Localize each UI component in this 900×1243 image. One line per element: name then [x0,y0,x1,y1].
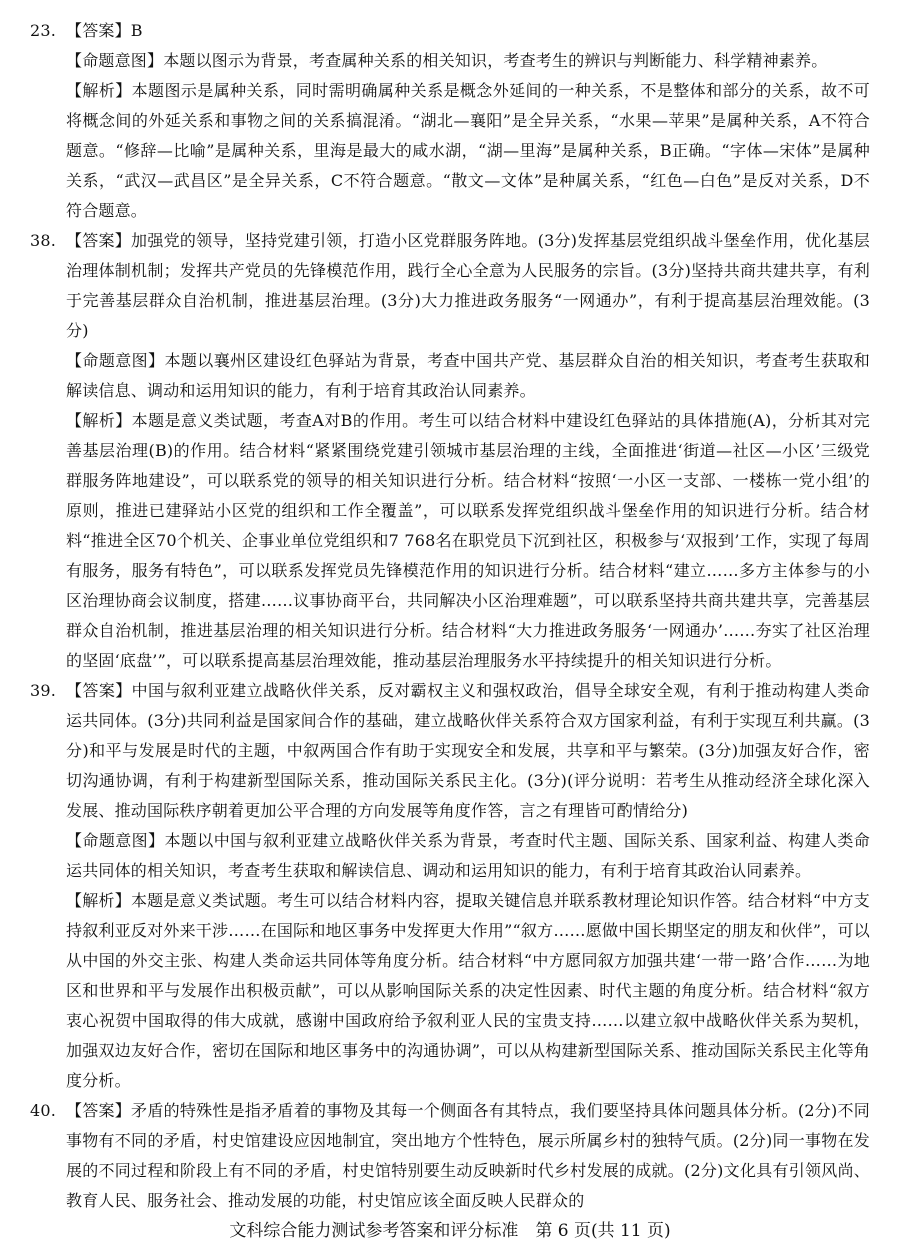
q39-answer-row [30,676,870,826]
q40-answer-row [30,1096,870,1216]
q39-block [30,676,870,1096]
q38-number: 38. [30,231,57,250]
q38-answer-row [30,226,870,346]
q39-analysis: 【解析】本题是意义类试题。考生可以结合材料内容，提取关键信息并联系教材理论知识作答。结合材料“中方支持叙利亚反对外来干涉……在国际和地区事务中发挥更大作用”“叙方……愿做中国长期坚定的朋友和伙伴”，可以从中国的外交主张、构建人类命运共同体等角度分析。结合材料“中方愿同叙方加强共建‘一带一路’合作……为地区和世界和平与发展作出积极贡献”，可以从影响国际关系的决定性因素、时代主题的角度分析。结合材料“叙方衷心祝贺中国取得的伟大成就，感谢中国政府给予叙利亚人民的宝贵支持……以建立叙中战略伙伴关系为契机，加强双边友好合作，密切在国际和地区事务中的沟通协调”，可以从构建新型国际关系、推动国际关系民主化等角度分析。 [66,891,870,1090]
q40-block [30,1096,870,1216]
q38-analysis: 【解析】本题是意义类试题，考查A对B的作用。考生可以结合材料中建设红色驿站的具体措施(A)，分析其对完善基层治理(B)的作用。结合材料“紧紧围绕党建引领城市基层治理的主线，全面推进‘街道—社区—小区’三级党群服务阵地建设”，可以联系党的领导的相关知识进行分析。结合材料“按照‘一小区一支部、一楼栋一党小组’的原则，推进已建驿站小区党的组织和工作全覆盖”，可以联系发挥党组织战斗堡垒作用的知识进行分析。结合材料“推进全区70个机关、企事业单位党组织和7 768名在职党员下沉到社区，积极参与‘双报到’工作，实现了每周有服务，服务有特色”，可以联系发挥党员先锋模范作用的知识进行分析。结合材料“建立……多方主体参与的小区治理协商会议制度，搭建……议事协商平台，共同解决小区治理难题”，可以联系坚持共商共建共享，完善基层群众自治机制，推进基层治理的相关知识进行分析。结合材料“大力推进政务服务‘一网通办’……夯实了社区治理的坚固‘底盘’”，可以联系提高基层治理效能，推动基层治理服务水平持续提升的相关知识进行分析。 [66,411,870,670]
q40-answer: 【答案】矛盾的特殊性是指矛盾着的事物及其每一个侧面各有其特点，我们要坚持具体问题具体分析。(2分)不同事物有不同的矛盾，村史馆建设应因地制宜，突出地方个性特色，展示所属乡村的独特气质。(2分)同一事物在发展的不同过程和阶段上有不同的矛盾，村史馆特别要生动反映新时代乡村发展的成就。(2分)文化具有引领风尚、教育人民、服务社会、推动发展的功能，村史馆应该全面反映人民群众的 [66,1101,870,1210]
q23-intent: 【命题意图】本题以图示为背景，考查属种关系的相关知识，考查考生的辨识与判断能力、科学精神素养。 [66,51,828,70]
q23-block [30,16,870,226]
q38-block [30,226,870,676]
q38-intent: 【命题意图】本题以襄州区建设红色驿站为背景，考查中国共产党、基层群众自治的相关知识，考查考生获取和解读信息、调动和运用知识的能力，有利于培育其政治认同素养。 [66,351,870,400]
q39-number: 39. [30,681,57,700]
q39-intent: 【命题意图】本题以中国与叙利亚建立战略伙伴关系为背景，考查时代主题、国际关系、国家利益、构建人类命运共同体的相关知识，考查考生获取和解读信息、调动和运用知识的能力，有利于培育其政治认同素养。 [66,831,870,880]
page-footer: 文科综合能力测试参考答案和评分标准 第 6 页(共 11 页) [229,1221,671,1241]
q39-answer: 【答案】中国与叙利亚建立战略伙伴关系，反对霸权主义和强权政治，倡导全球安全观，有利于推动构建人类命运共同体。(3分)共同利益是国家间合作的基础，建立战略伙伴关系符合双方国家利益，有利于实现互利共赢。(3分)和平与发展是时代的主题，中叙两国合作有助于实现安全和发展，共享和平与繁荣。(3分)加强友好合作，密切沟通协调，有利于构建新型国际关系，推动国际关系民主化。(3分)(评分说明：若考生从推动经济全球化深入发展、推动国际秩序朝着更加公平合理的方向发展等角度作答，言之有理皆可酌情给分) [66,681,870,820]
q23-answer: 【答案】B [66,21,143,40]
q23-answer-row [30,16,870,46]
q23-analysis: 【解析】本题图示是属种关系，同时需明确属种关系是概念外延间的一种关系，不是整体和部分的关系，故不可将概念间的外延关系和事物之间的关系搞混淆。“湖北—襄阳”是全异关系，“水果—苹果”是属种关系，A不符合题意。“修辞—比喻”是属种关系，里海是最大的咸水湖，“湖—里海”是属种关系，B正确。“字体—宋体”是属种关系，“武汉—武昌区”是全异关系，C不符合题意。“散文—文体”是种属关系，“红色—白色”是反对关系，D不符合题意。 [66,81,870,220]
q38-answer: 【答案】加强党的领导，坚持党建引领，打造小区党群服务阵地。(3分)发挥基层党组织战斗堡垒作用，优化基层治理体制机制；发挥共产党员的先锋模范作用，践行全心全意为人民服务的宗旨。(3分)坚持共商共建共享，有利于完善基层群众自治机制，推进基层治理。(3分)大力推进政务服务“一网通办”，有利于提高基层治理效能。(3分) [66,231,870,340]
q40-number: 40. [30,1101,57,1120]
q23-number: 23. [30,21,57,40]
